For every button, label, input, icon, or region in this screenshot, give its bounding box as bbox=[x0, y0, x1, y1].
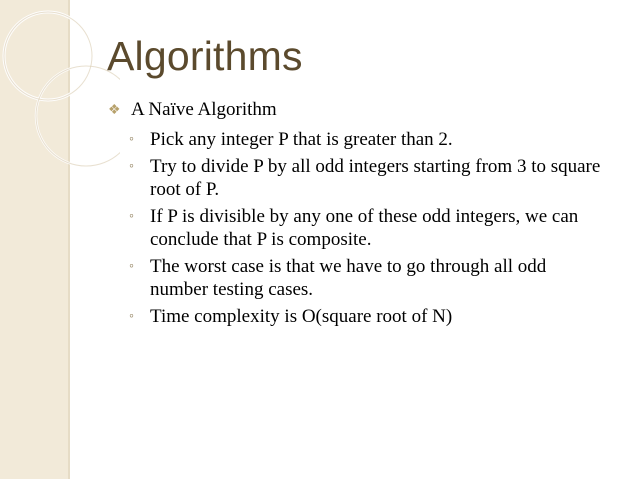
sub-bullet-text: The worst case is that we have to go through all odd number testing cases. bbox=[150, 256, 547, 300]
ring-bullet-icon: ◦ bbox=[129, 132, 134, 147]
sub-bullet-item bbox=[108, 155, 608, 201]
sub-bullet-item bbox=[108, 205, 608, 251]
ring-bullet-icon: ◦ bbox=[129, 309, 134, 324]
slide-content bbox=[108, 98, 608, 332]
ring-bullet-icon: ◦ bbox=[129, 159, 134, 174]
decorative-circles bbox=[0, 0, 120, 180]
sub-bullet-list bbox=[108, 128, 608, 328]
sub-bullet-item bbox=[108, 255, 608, 301]
slide-title: Algorithms bbox=[107, 33, 303, 79]
sub-bullet-text: Pick any integer P that is greater than 2. bbox=[150, 129, 453, 150]
bullet-text: A Naïve Algorithm bbox=[131, 99, 277, 120]
sub-bullet-text: Time complexity is O(square root of N) bbox=[150, 306, 453, 327]
sub-bullet-item bbox=[108, 128, 608, 151]
sub-bullet-text: Try to divide P by all odd integers starting from 3 to square root of P. bbox=[150, 156, 601, 200]
ring-bullet-icon: ◦ bbox=[129, 209, 134, 224]
sub-bullet-text: If P is divisible by any one of these odd integers, we can conclude that P is composite. bbox=[150, 206, 579, 250]
sub-bullet-item bbox=[108, 305, 608, 328]
ring-bullet-icon: ◦ bbox=[129, 259, 134, 274]
bullet-icon: ❖ bbox=[108, 103, 121, 118]
bullet-item bbox=[108, 98, 608, 121]
